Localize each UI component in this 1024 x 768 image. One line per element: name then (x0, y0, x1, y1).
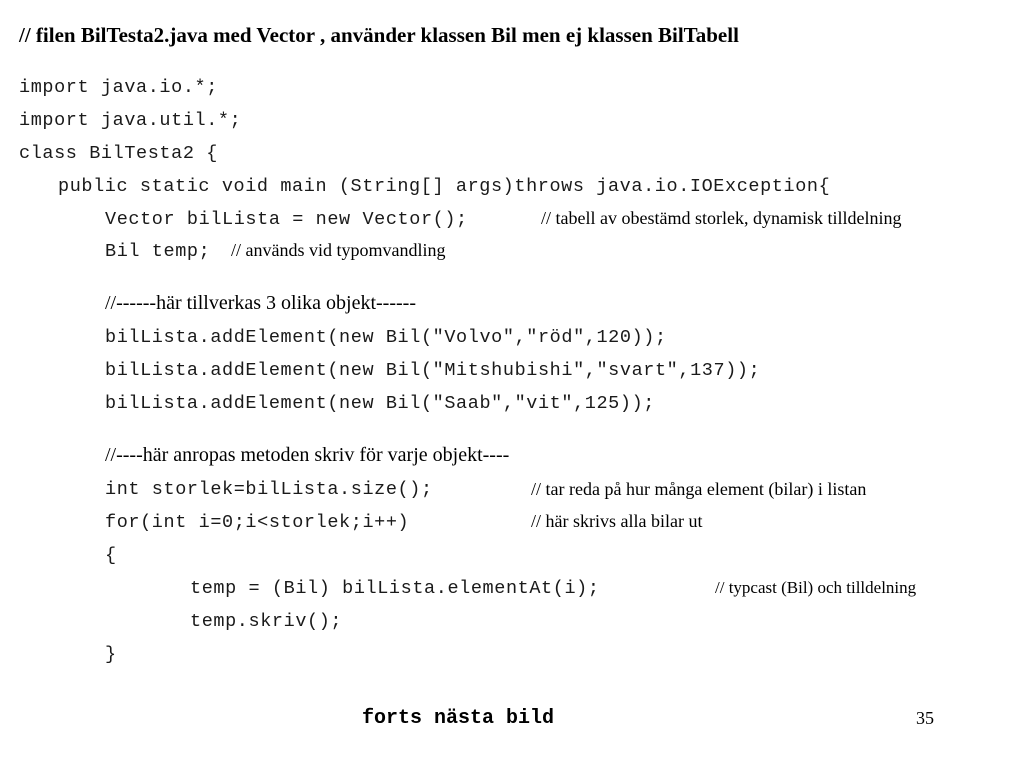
code-line-add-saab: bilLista.addElement(new Bil("Saab","vit",125)); (105, 393, 655, 414)
footer-continued-note: forts nästa bild (362, 707, 555, 730)
code-line-import-util: import java.util.*; (19, 110, 242, 131)
code-line-vector-decl: Vector bilLista = new Vector(); (105, 209, 468, 230)
code-line-skriv: temp.skriv(); (190, 611, 343, 632)
section-heading-create-objects: //------här tillverkas 3 olika objekt------ (105, 292, 416, 314)
code-comment-cast: // typcast (Bil) och tilldelning (715, 578, 917, 597)
code-comment-size: // tar reda på hur många element (bilar) i listan (531, 479, 867, 499)
code-comment-temp: // används vid typomvandling (231, 240, 446, 260)
code-line-cast: temp = (Bil) bilLista.elementAt(i); (190, 578, 600, 599)
code-line-open-brace: { (105, 545, 117, 566)
section-heading-call-skriv: //----här anropas metoden skriv för varje objekt---- (105, 444, 510, 466)
code-line-add-mitshubishi: bilLista.addElement(new Bil("Mitshubishi","svart",137)); (105, 360, 761, 381)
page-number: 35 (916, 708, 934, 728)
code-line-import-io: import java.io.*; (19, 77, 218, 98)
code-comment-for: // här skrivs alla bilar ut (531, 511, 703, 531)
code-line-class-decl: class BilTesta2 { (19, 143, 218, 164)
code-line-close-brace: } (105, 644, 117, 665)
slide-title: // filen BilTesta2.java med Vector , använder klassen Bil men ej klassen BilTabell (19, 23, 739, 47)
code-line-temp-decl: Bil temp; (105, 241, 211, 262)
code-line-size: int storlek=bilLista.size(); (105, 479, 433, 500)
code-line-for: for(int i=0;i<storlek;i++) (105, 512, 410, 533)
code-comment-vector: // tabell av obestämd storlek, dynamisk tilldelning (541, 208, 902, 228)
code-line-main-decl: public static void main (String[] args)throws java.io.IOException{ (58, 176, 831, 197)
code-line-add-volvo: bilLista.addElement(new Bil("Volvo","röd",120)); (105, 327, 667, 348)
